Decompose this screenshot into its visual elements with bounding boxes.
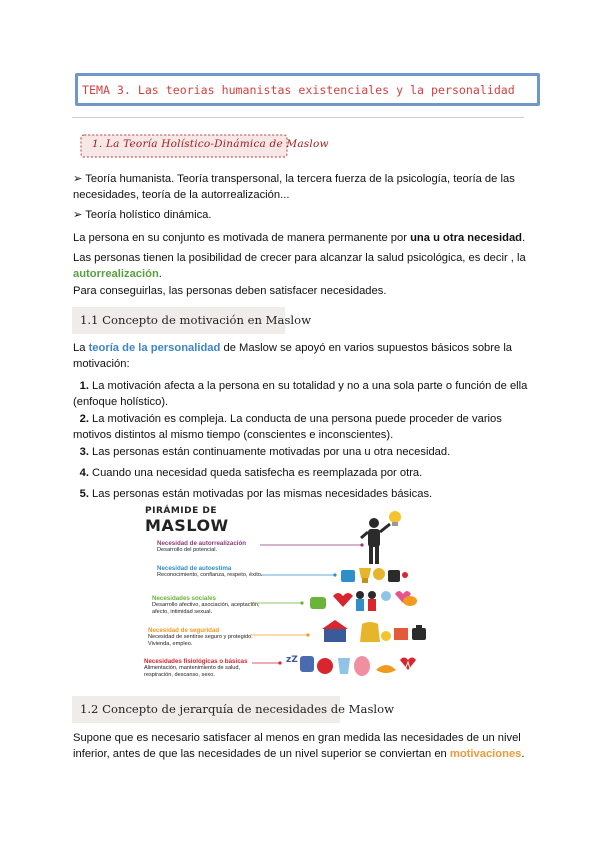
autorrealizacion-highlight: autorrealización [73, 268, 159, 280]
pyramid-level-fisiologicas: Necesidades fisiológicas o básicas Alimentación, mantenimiento de salud, respiración, descanso, sexo. [144, 658, 248, 678]
esteem-icons [341, 568, 408, 583]
bullet-2: ➢ Teoría holístico dinámica. [73, 209, 212, 221]
bullet-1: ➢ Teoría humanista. Teoría transpersonal, la tercera fuerza de la psicología, teoría de las necesidades, teoría de la autorrealización... [73, 173, 515, 201]
list-item-5: 5. Las personas están motivadas por las mismas necesidades básicas. [79, 488, 433, 500]
list-item-3: 3. Las personas están continuamente motivadas por una u otra necesidad. [79, 446, 451, 458]
pyramid-illustration [140, 500, 470, 690]
physiological-icons [286, 655, 418, 676]
teoria-personalidad-highlight: teoría de la personalidad [88, 342, 221, 354]
stamp-heading: 1. La Teoría Holístico-Dinámica de Maslow [92, 138, 329, 150]
pyramid-title-top: PIRÁMIDE DE [145, 506, 218, 516]
paragraph-5: Supone que es necesario satisfacer al menos en gran medida las necesidades de un nivel inferior, antes de que las necesidades de un nivel superior se conviertan en motivaciones. [73, 732, 525, 760]
security-icons [322, 620, 426, 642]
page-title: TEMA 3. Las teorias humanistas existenciales y la personalidad [82, 82, 515, 97]
bullet-1-text: Teoría humanista. Teoría transpersonal, la tercera fuerza de la psicología, teoría de las necesidades, teoría de la autorrealización... [73, 173, 515, 201]
svg-text:zZ: zZ [286, 655, 298, 665]
social-icons [310, 591, 417, 611]
motivaciones-highlight: motivaciones [449, 748, 522, 760]
bullet-2-text: Teoría holístico dinámica. [85, 209, 212, 221]
paragraph-3: Para conseguirlas, las personas deben satisfacer necesidades. [73, 285, 387, 297]
pyramid-level-autoestima: Necesidad de autoestima Reconocimiento, confianza, respeto, éxito. [157, 565, 263, 578]
section-heading-1-1: 1.1 Concepto de motivación en Maslow [72, 307, 285, 334]
pyramid-level-sociales: Necesidades sociales Desarrollo afectivo, asociación, aceptación, afecto, intimidad sexual. [152, 595, 260, 615]
pyramid-level-autorrealizacion: Necesidad de autorrealización Desarrollo del potencial. [157, 540, 247, 553]
list-item-4: 4. Cuando una necesidad queda satisfecha es reemplazada por otra. [79, 467, 423, 479]
title-box [75, 73, 540, 106]
paragraph-1-bold: una u otra necesidad [410, 232, 522, 244]
list-item-1: 1. La motivación afecta a la persona en su totalidad y no a una sola parte o función de ella (enfoque holístico). [73, 380, 528, 408]
list-item-2: 2. La motivación es compleja. La conducta de una persona puede proceder de varios motivos distintos al mismo tiempo (conscientes e inconscientes). [73, 413, 502, 441]
paragraph-2: Las personas tienen la posibilidad de crecer para alcanzar la salud psicológica, es decir , la autorrealización. [73, 252, 526, 280]
person-lightbulb-icon [361, 511, 401, 564]
pyramid-level-seguridad: Necesidad de seguridad Necesidad de sentirse seguro y protegido. Vivienda, empleo. [148, 627, 253, 647]
pyramid-title-main: MASLOW [145, 516, 229, 535]
section-heading-1-2: 1.2 Concepto de jerarquía de necesidades de Maslow [72, 696, 340, 723]
connector-lines [250, 543, 364, 664]
paragraph-4: La teoría de la personalidad de Maslow se apoyó en varios supuestos básicos sobre la motivación: [73, 342, 513, 370]
paragraph-1: La persona en su conjunto es motivada de manera permanente por una u otra necesidad. [73, 232, 526, 244]
divider [72, 117, 524, 118]
